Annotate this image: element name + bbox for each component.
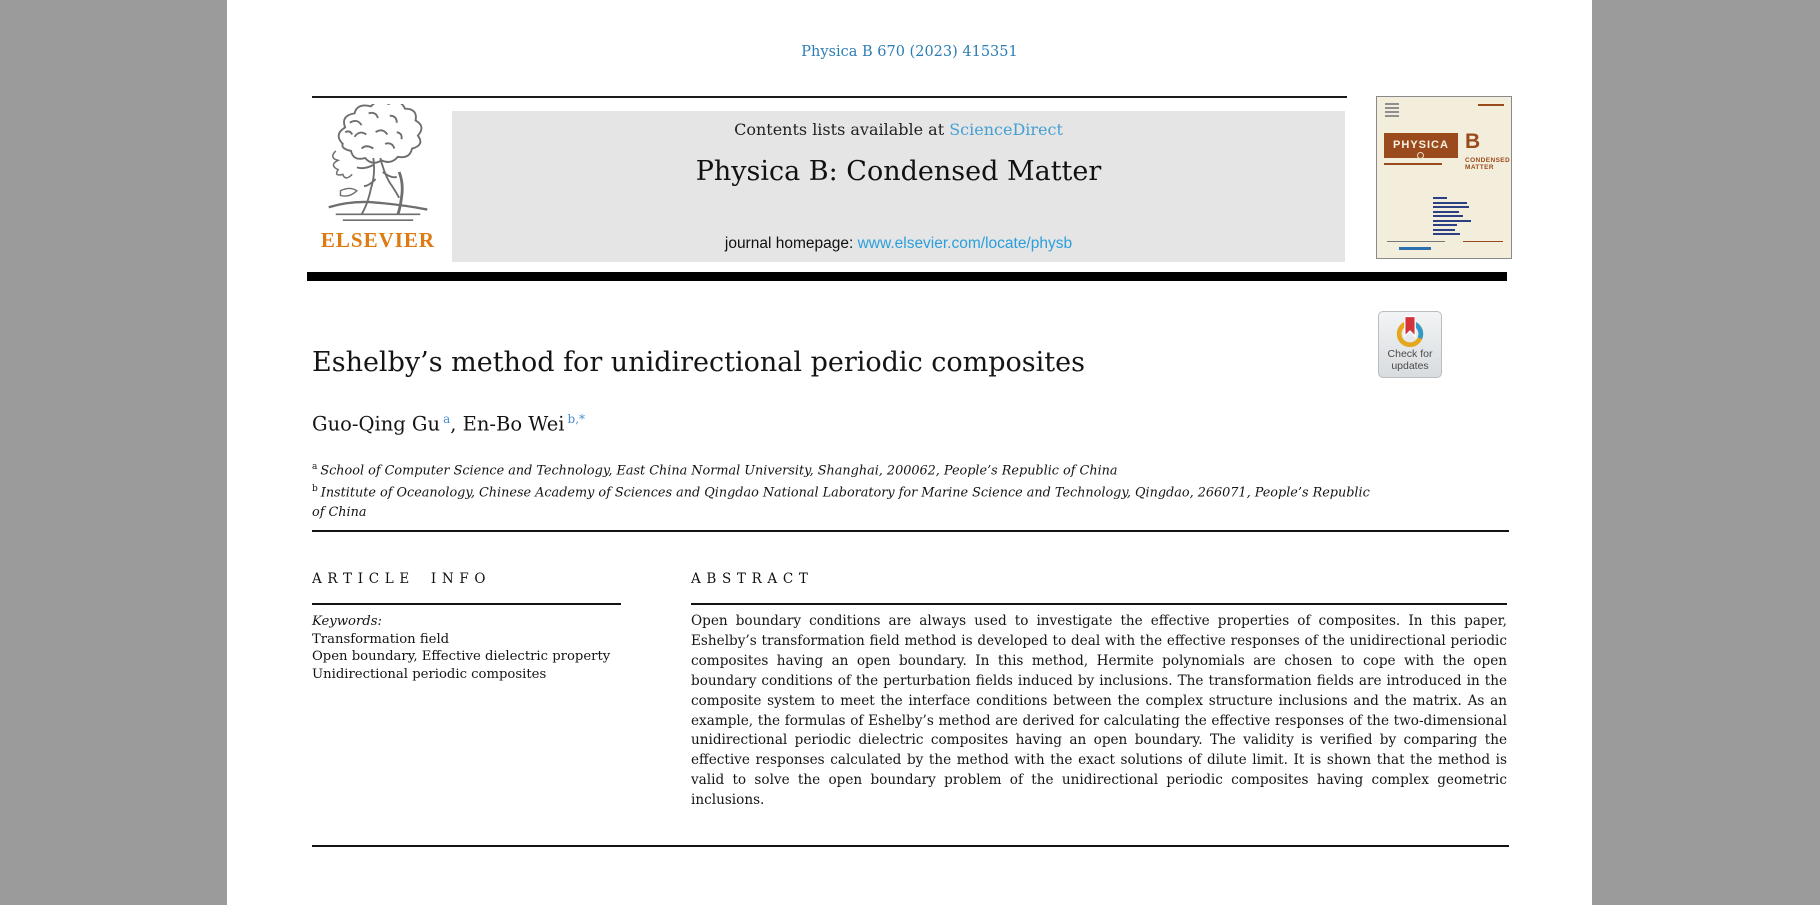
elsevier-wordmark: ELSEVIER [320,228,436,252]
abstract-rule [691,603,1507,605]
check-for-updates-label: Check for updates [1387,348,1433,372]
author-separator: , [450,412,463,436]
keyword-item: Open boundary, Effective dielectric property [312,649,611,665]
author-2: En-Bo Wei [462,412,565,436]
sciencedirect-link[interactable]: ScienceDirect [949,120,1063,139]
article-page [227,0,1592,905]
journal-cover-thumbnail[interactable] [1376,96,1512,259]
cover-issn-text [1478,104,1504,106]
journal-homepage-link[interactable]: www.elsevier.com/locate/physb [857,235,1073,252]
keyword-item: Unidirectional periodic composites [312,666,547,682]
affiliations [312,458,1372,522]
keywords-list [312,631,632,683]
crossmark-icon [1393,315,1427,349]
keywords-label: Keywords: [312,614,382,629]
citation-link[interactable]: Physica B 670 (2023) 415351 [801,44,1018,60]
keyword-item: Transformation field [312,632,450,647]
cover-subtitle: CONDENSED MATTER [1465,157,1511,171]
cover-series-letter: B [1465,130,1481,153]
cover-availability-text [1387,241,1445,243]
article-info-rule [312,603,621,605]
cover-publisher-emblem [1385,103,1399,119]
author-1-affil-sup[interactable]: a [443,412,451,426]
homepage-line [452,235,1345,253]
section-top-rule [312,530,1509,532]
elsevier-tree-icon [319,104,437,226]
abstract-heading: ABSTRACT [691,571,814,587]
contents-prefix: Contents lists available at [734,120,950,139]
header-divider-bar [307,272,1507,281]
cover-emblem-seal [1417,152,1424,159]
journal-title: Physica B: Condensed Matter [695,156,1102,187]
article-info-heading: ARTICLE INFO [312,571,492,587]
affiliation-a: $^a$ School of Computer Science and Technology, East China Normal University, Shanghai, 200062, People’s Republic of China [312,462,1118,479]
author-1: Guo-Qing Gu [312,412,441,436]
cover-url-text [1463,241,1503,243]
author-2-affil-sup[interactable]: b,* [567,412,586,426]
affiliation-b: $^b$ Institute of Oceanology, Chinese Academy of Sciences and Qingdao National Laboratory for Marine Science and Technology, Qingdao, 266071, People’s Republic of China [312,484,1370,520]
author-line [312,412,585,436]
homepage-prefix: journal homepage: [724,235,858,252]
journal-banner [452,111,1345,262]
cover-editors-list [1433,197,1471,238]
check-for-updates-badge[interactable] [1378,311,1442,378]
contents-line [452,120,1345,139]
elsevier-logo[interactable] [307,104,449,262]
abstract-text: Open boundary conditions are always used to investigate the effective properties of composites. In this paper, Eshelby’s transformation field method is developed to deal with the effective responses of the unidirectional periodic composites having an open boundary. In this method, Hermite polynomials are chosen to cope with the open boundary conditions of the perturbation fields induced by inclusions. The transformation fields are introduced in the composite system to meet the interface conditions between the complex structure inclusions and the matrix. As an example, the formulas of Eshelby’s method are derived for calculating the effective responses of the two-dimensional unidirectional periodic dielectric composites having an open boundary. The validity is verified by comparing the effective responses calculated by the method with the exact solutions of dilute limit. It is shown that the method is valid to solve the open boundary problem of the unidirectional periodic composites having complex geometric inclusions. [691,613,1507,809]
cover-sciencedirect-mark [1399,247,1431,250]
section-bottom-rule [312,845,1509,847]
article-title: Eshelby’s method for unidirectional periodic composites [312,347,1085,378]
header-top-rule [312,96,1347,98]
cover-tagline [1384,163,1442,165]
cover-masthead: PHYSICA [1384,133,1458,158]
